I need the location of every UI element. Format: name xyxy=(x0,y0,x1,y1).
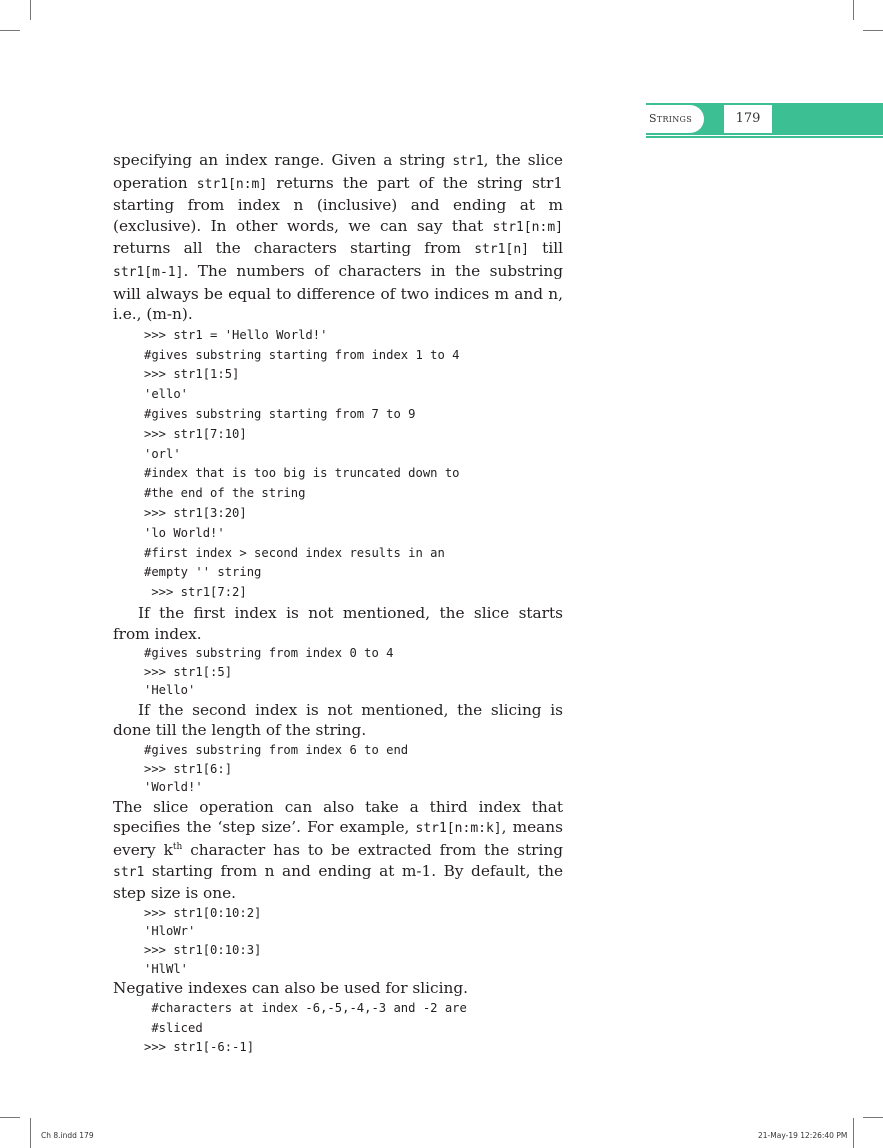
crop-mark xyxy=(30,1118,31,1148)
code-block-second-index: #gives substring from index 6 to end >>> str1[6:] 'World!' xyxy=(144,743,409,795)
paragraph-step-size: The slice operation can also take a third index that specifies the ‘step size’. For example, str1[n:m:k], means every $k^{th}$ character has to be extracted from the string str1 starting from n and ending at m-1. By default, the step size is one. xyxy=(113,797,563,903)
crop-mark xyxy=(863,30,883,31)
paragraph-negative-index: Negative indexes can also be used for slicing. xyxy=(113,979,469,998)
paragraph-slice-intro: specifying an index range. Given a string str1, the slice operation str1[n:m] returns the part of the string str1 starting from index n (inclusive) and ending at m (exclusive). In other words, we can say that str1[n:m] returns all the characters starting from str1[n] till str1[m-1]. The numbers of characters in the substring will always be equal to difference of two indices m and n, i.e., (m-n). xyxy=(113,151,564,324)
code-block-negative-index: #characters at index -6,-5,-4,-3 and -2 are #sliced >>> str1[-6:-1] xyxy=(144,1000,467,1055)
code-block-slice-examples: >>> str1 = 'Hello World!' #gives substring starting from index 1 to 4 >>> str1[1:5] 'ello' #gives substring starting from 7 to 9 >>> str1[7:10] 'orl' #index that is too big is truncated down to #the end of the string >>> str1[3:20] 'lo World!' #first index > second index results in an #empty '' string >>> str1[7:2] xyxy=(144,327,460,600)
paragraph-first-index: If the first index is not mentioned, the slice starts from index. xyxy=(113,603,563,643)
paragraph-second-index: If the second index is not mentioned, the slicing is done till the length of the string. xyxy=(113,700,563,740)
crop-mark xyxy=(0,30,20,31)
code-block-first-index: #gives substring from index 0 to 4 >>> str1[:5] 'Hello' xyxy=(144,646,394,698)
page-body xyxy=(113,150,563,1058)
section-title: Strings xyxy=(646,105,704,133)
header-rule xyxy=(646,136,883,138)
crop-mark xyxy=(853,1118,854,1148)
crop-mark xyxy=(863,1117,883,1118)
footer-file-info: Ch 8.indd 179 xyxy=(41,1131,94,1140)
crop-mark xyxy=(30,0,31,20)
page-number: 179 xyxy=(724,105,772,133)
code-block-step-size: >>> str1[0:10:2] 'HloWr' >>> str1[0:10:3] 'HlWl' xyxy=(144,905,262,976)
footer-timestamp: 21-May-19 12:26:40 PM xyxy=(758,1131,848,1140)
crop-mark xyxy=(0,1117,20,1118)
crop-mark xyxy=(853,0,854,20)
